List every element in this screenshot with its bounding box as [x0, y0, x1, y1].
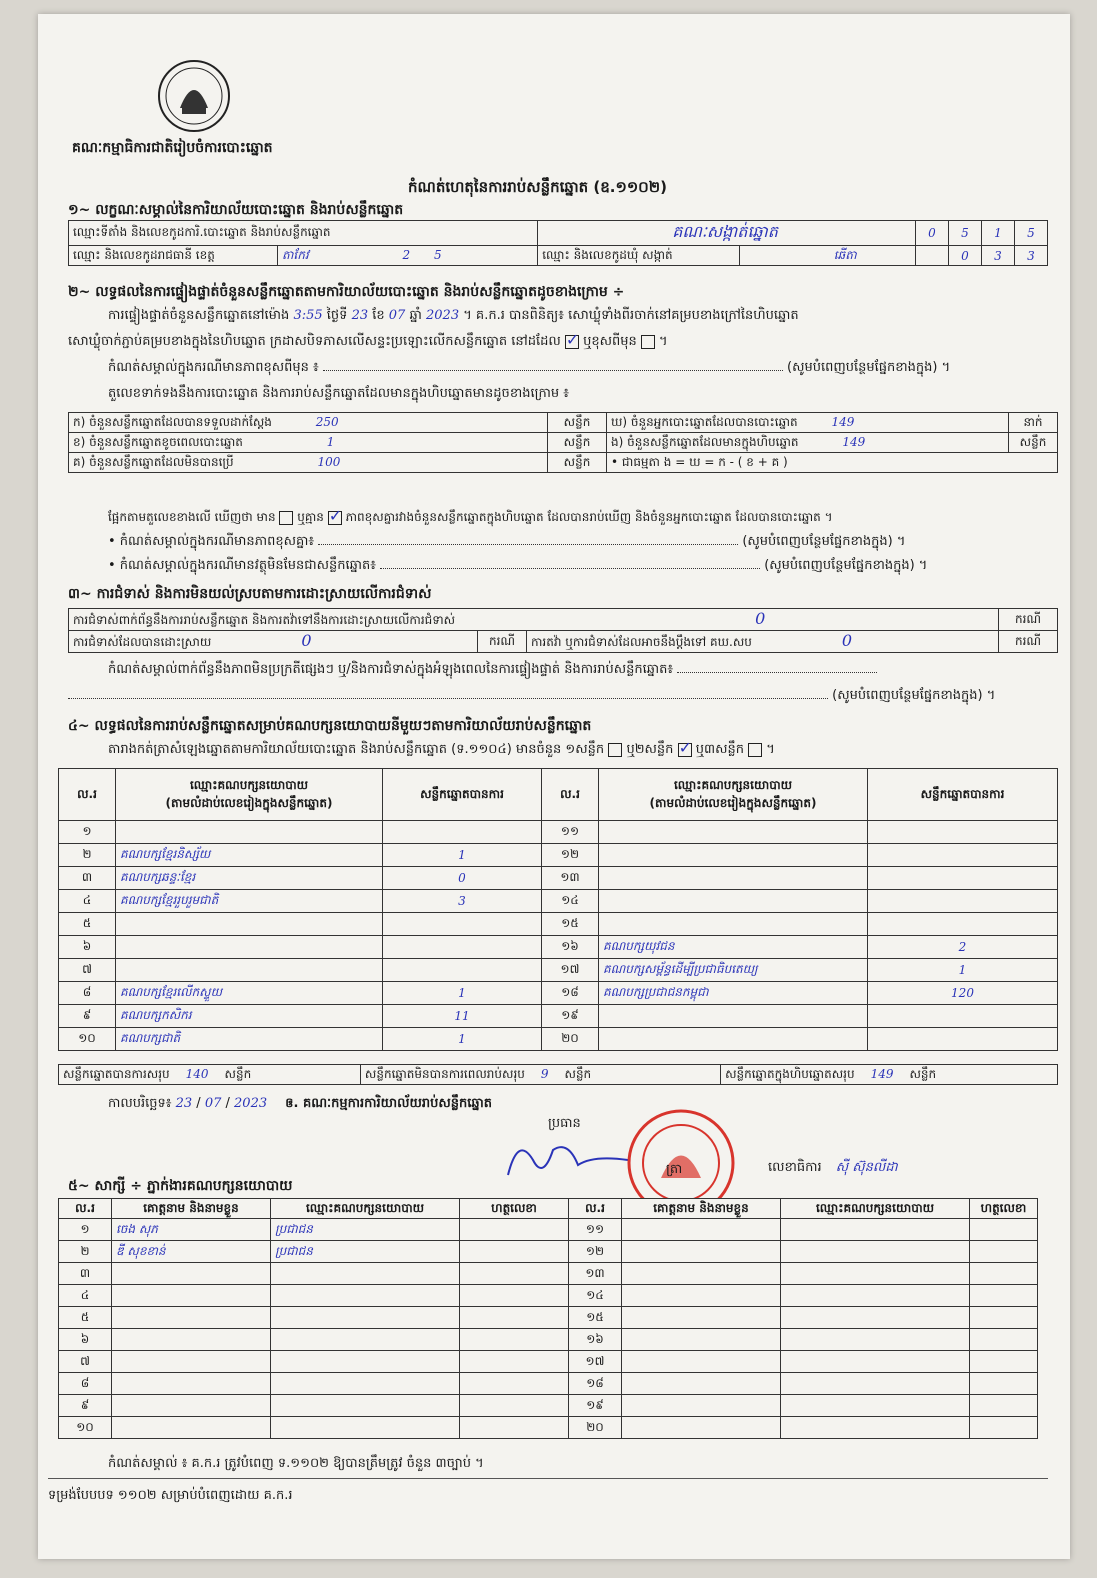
- witness-party: [781, 1329, 970, 1351]
- witness-row: [59, 1241, 1038, 1263]
- party-name: គណបក្សកសិករ: [116, 1005, 383, 1028]
- secretary-signature: ស៊ី ស៊ុនលីដា: [835, 1160, 898, 1175]
- party-name: [599, 913, 868, 936]
- witness-table: [58, 1198, 1038, 1439]
- results-row: [59, 867, 1058, 890]
- row-no: ៩: [59, 1395, 112, 1417]
- station-code-1: 0: [916, 221, 949, 246]
- party-name: គណបក្សជាតិ: [116, 1028, 383, 1051]
- appeal-value: 0: [841, 631, 853, 650]
- total-invalid-label: សន្លឹកឆ្នោតមិនបានការពេលរាប់សរុប: [364, 1066, 525, 1081]
- check-time-line: [108, 308, 799, 324]
- w-col-no-left: ល.រ: [59, 1199, 112, 1219]
- figures-intro: តួលេខទាក់ទងនឹងការបោះឆ្នោត និងការរាប់សន្លឹកឆ្នោតដែលមានក្នុងហិបឆ្នោតមានដូចខាងក្រោម ៖: [108, 386, 569, 401]
- row-no: ២: [59, 844, 116, 867]
- party-name: [599, 1005, 868, 1028]
- row-no: ១៣: [542, 867, 599, 890]
- witness-signature: [970, 1395, 1038, 1417]
- commune-value: ឆើតា: [833, 247, 857, 262]
- witness-signature: [460, 1219, 569, 1241]
- section-2-heading: ២~ លទ្ធផលនៃការផ្ទៀងផ្ទាត់ចំនួនសន្លឹកឆ្នោតតាមការិយាល័យបោះឆ្នោត និងរាប់សន្លឹកឆ្នោតដូចខាងក្រោម ÷: [68, 284, 625, 300]
- secretary-line: [768, 1160, 898, 1176]
- row-no: ១១: [569, 1219, 622, 1241]
- witness-party: [781, 1241, 970, 1263]
- station-code-3: 1: [982, 221, 1015, 246]
- witness-party: [781, 1351, 970, 1373]
- witness-signature: [460, 1329, 569, 1351]
- witness-party: [271, 1285, 460, 1307]
- row-no: ៣: [59, 867, 116, 890]
- party-name: គណបក្សសម្ព័ន្ធដើម្បីប្រជាធិបតេយ្យ: [599, 959, 868, 982]
- unchanged-checkbox[interactable]: [565, 335, 579, 349]
- province-value: តាកែវ: [282, 247, 309, 262]
- witness-party: ប្រជាជន: [271, 1241, 460, 1263]
- changed-label: ឬខុសពីមុន: [583, 334, 637, 349]
- witness-name: [622, 1373, 781, 1395]
- witness-signature: [970, 1263, 1038, 1285]
- party-name: [599, 844, 868, 867]
- row-no: ២០: [542, 1028, 599, 1051]
- unit-case-2: ករណី: [478, 631, 527, 653]
- party-name: គណបក្សខ្មែរលើកស្ទួយ: [116, 982, 383, 1005]
- fill-note-3: (សូមបំពេញបន្ថែមផ្នែកខាងក្នុង) ។: [764, 558, 928, 573]
- party-name: [599, 890, 868, 913]
- date-year: 2023: [234, 1096, 268, 1111]
- row-no: ១០: [59, 1028, 116, 1051]
- nec-emblem-logo: [156, 58, 232, 134]
- row-no: ១៦: [542, 936, 599, 959]
- results-row: [59, 821, 1058, 844]
- row-no: ១៤: [542, 890, 599, 913]
- party-votes: [868, 844, 1058, 867]
- witness-party: [271, 1351, 460, 1373]
- received-value: 250: [315, 414, 339, 429]
- objections-table: [68, 608, 1058, 653]
- two-sheets-label: ឬ២សន្លឹក: [626, 742, 674, 757]
- witness-party: [781, 1285, 970, 1307]
- row-no: ៧: [59, 959, 116, 982]
- party-votes: 11: [383, 1005, 542, 1028]
- witness-name: ចេង សុភ: [112, 1219, 271, 1241]
- witness-signature: [970, 1373, 1038, 1395]
- day-value: 23: [351, 308, 369, 323]
- results-row: [59, 936, 1058, 959]
- witness-row: [59, 1351, 1038, 1373]
- formula: • ជាធម្មតា ង = ឃ = ក - ( ខ + គ ): [607, 453, 1058, 473]
- total-invalid-value: 9: [540, 1066, 549, 1081]
- witness-party: [781, 1395, 970, 1417]
- witness-signature: [460, 1351, 569, 1373]
- org-name: គណៈកម្មាធិការជាតិរៀបចំការបោះឆ្នោត: [72, 140, 273, 156]
- witness-row: [59, 1329, 1038, 1351]
- section-3-heading: ៣~ ការជំទាស់ និងការមិនយល់ស្របតាមការដោះស្រាយលើការជំទាស់: [68, 586, 432, 602]
- w-col-sign-right: ហត្ថលេខា: [970, 1199, 1038, 1219]
- unit-sheet-4: សន្លឹក: [548, 453, 607, 473]
- col-no-right: ល.រ: [542, 769, 599, 821]
- party-name: [599, 867, 868, 890]
- year-value: 2023: [426, 308, 460, 323]
- form-id: ទម្រង់បែបបទ ១១០២ សម្រាប់បំពេញដោយ គ.ក.រ: [48, 1488, 293, 1503]
- chair-signature: [498, 1130, 638, 1190]
- witness-name: [622, 1241, 781, 1263]
- secretary-label: លេខាធិការ: [768, 1160, 822, 1175]
- row-no: ៤: [59, 890, 116, 913]
- witness-name: [622, 1307, 781, 1329]
- row-no: ១: [59, 1219, 112, 1241]
- station-name-value: គណៈសង្កាត់ឆ្នោត: [672, 222, 778, 241]
- footer-divider: [48, 1478, 1048, 1479]
- party-votes: [868, 1028, 1058, 1051]
- total-invalid-unit: សន្លឹក: [564, 1066, 592, 1081]
- no-diff-checkbox[interactable]: [328, 511, 342, 525]
- witness-signature: [460, 1395, 569, 1417]
- witness-party: [781, 1373, 970, 1395]
- results-row: [59, 982, 1058, 1005]
- irregularity-fill: [68, 688, 995, 704]
- date-line: កាលបរិច្ឆេទ៖ 23 / 07 / 2023 ឲ. គណៈកម្មការការិយាល័យរាប់សន្លឹកឆ្នោត: [108, 1096, 492, 1111]
- stamp-label: ត្រា: [666, 1162, 683, 1177]
- unused-label: គ) ចំនួនសន្លឹកឆ្នោតដែលមិនបានប្រើ: [73, 454, 234, 469]
- province-code-1: 2: [402, 247, 411, 262]
- row-no: ៩: [59, 1005, 116, 1028]
- total-box-label: សន្លឹកឆ្នោតក្នុងហិបឆ្នោតសរុប: [725, 1066, 855, 1081]
- party-votes: [383, 936, 542, 959]
- two-sheets-checkbox[interactable]: [678, 743, 692, 757]
- spoiled-value: 1: [326, 434, 335, 449]
- party-votes: [868, 1005, 1058, 1028]
- row-no: ១: [59, 821, 116, 844]
- w-col-party-right: ឈ្មោះគណបក្សនយោបាយ: [781, 1199, 970, 1219]
- commune-code-2: 3: [982, 246, 1015, 266]
- objection-value: 0: [755, 609, 766, 628]
- party-name: គណបក្សឆន្ទៈខ្មែរ: [116, 867, 383, 890]
- witness-party: [271, 1307, 460, 1329]
- unit-sheet-2: សន្លឹក: [548, 433, 607, 453]
- total-valid-label: សន្លឹកឆ្នោតបានការសរុប: [63, 1066, 170, 1081]
- sheet-count-line: តារាងកត់ត្រាសំឡេងឆ្នោតតាមការិយាល័យបោះឆ្នោត និងរាប់សន្លឹកឆ្នោត (ទ.១១០៤) មានចំនួន ១សន្លឹក ឬ២សន្លឹក ✓ ឬ៣សន្លឹក ។: [108, 742, 775, 758]
- witness-row: [59, 1307, 1038, 1329]
- total-valid-value: 140: [185, 1066, 209, 1081]
- row-no: ១៨: [542, 982, 599, 1005]
- year-label: ឆ្នាំ: [409, 308, 422, 323]
- witness-name: [112, 1263, 271, 1285]
- row-no: ១១: [542, 821, 599, 844]
- irregularity-label: កំណត់សម្គាល់ពាក់ព័ន្ធនឹងភាពមិនប្រក្រតីផ្សេងៗ ឬ/និងការជំទាស់ក្នុងអំឡុងពេលនៃការផ្ទៀងផ្ទាត់ និងការរាប់សន្លឹកឆ្នោត៖: [108, 662, 674, 677]
- fill-note-4: (សូមបំពេញបន្ថែមផ្នែកខាងក្នុង) ។: [832, 688, 996, 703]
- footer-note: កំណត់សម្គាល់ ៖ គ.ក.រ ត្រូវបំពេញ ទ.១១០២ ឱ្យបានត្រឹមត្រូវ ចំនួន ៣ច្បាប់ ។: [108, 1456, 484, 1471]
- seal-text: សោឃ្លុំចាក់ភ្ជាប់គម្របខាងក្នុងនៃហិបឆ្នោត ក្រដាសបិទភាសលើសន្ទះប្រឡោះលើកសន្លឹកឆ្នោត នៅដដែល: [68, 334, 561, 349]
- row-no: ១៥: [569, 1307, 622, 1329]
- witness-row: [59, 1417, 1038, 1439]
- row-no: ១៥: [542, 913, 599, 936]
- party-votes: 3: [383, 890, 542, 913]
- voters-label: ឃ) ចំនួនអ្នកបោះឆ្នោតដែលបានបោះឆ្នោត: [611, 414, 798, 429]
- party-name: គណបក្សខ្មែររួបរួមជាតិ: [116, 890, 383, 913]
- row-no: ១៤: [569, 1285, 622, 1307]
- witness-party: [271, 1417, 460, 1439]
- resolved-value: 0: [301, 631, 312, 650]
- party-votes: [383, 821, 542, 844]
- resolved-label: ការជំទាស់ដែលបានដោះស្រាយ: [73, 635, 212, 649]
- objection-label: ការជំទាស់ពាក់ព័ន្ធនឹងការរាប់សន្លឹកឆ្នោត និងការតវ៉ាទៅនឹងការដោះស្រាយលើការជំទាស់: [73, 613, 456, 627]
- results-row: [59, 844, 1058, 867]
- witness-signature: [970, 1307, 1038, 1329]
- witness-name: [622, 1351, 781, 1373]
- row-no: ១៦: [569, 1329, 622, 1351]
- row-no: ៨: [59, 982, 116, 1005]
- w-col-name-left: គោត្តនាម និងនាមខ្លួន: [112, 1199, 271, 1219]
- witness-name: [112, 1285, 271, 1307]
- party-votes: 1: [383, 844, 542, 867]
- party-votes: 1: [383, 1028, 542, 1051]
- check-result-text: ។ គ.ក.រ បានពិនិត្យ៖ សោឃ្លុំទាំងពីរចាក់នៅគម្របខាងក្រៅនៃហិបឆ្នោត: [463, 308, 799, 323]
- seal-line: សោឃ្លុំចាក់ភ្ជាប់គម្របខាងក្នុងនៃហិបឆ្នោត ក្រដាសបិទភាសលើសន្ទះប្រឡោះលើកសន្លឹកឆ្នោត នៅដដែល ✓ ឬខុសពីមុន ។: [68, 334, 668, 350]
- commune-code-3: 3: [1015, 246, 1048, 266]
- spoiled-label: ខ) ចំនួនសន្លឹកឆ្នោតខូចពេលបោះឆ្នោត: [73, 434, 243, 449]
- station-table: [68, 220, 1048, 266]
- witness-row: [59, 1373, 1038, 1395]
- party-name: គណបក្សប្រជាជនកម្ពុជា: [599, 982, 868, 1005]
- row-no: ៦: [59, 1329, 112, 1351]
- party-votes: [868, 913, 1058, 936]
- witness-signature: [460, 1417, 569, 1439]
- col-party-right: ឈ្មោះគណបក្សនយោបាយ: [673, 777, 793, 792]
- w-col-sign-left: ហត្ថលេខា: [460, 1199, 569, 1219]
- w-col-name-right: គោត្តនាម និងនាមខ្លួន: [622, 1199, 781, 1219]
- party-name: [116, 821, 383, 844]
- bullet-object-label: • កំណត់សម្គាល់ក្នុងករណីមានវត្ថុមិនមែនជាសន្លឹកឆ្នោត៖: [108, 558, 376, 573]
- party-votes: 0: [383, 867, 542, 890]
- date-day: 23: [175, 1096, 193, 1111]
- party-name: [116, 936, 383, 959]
- fill-note: (សូមបំពេញបន្ថែមផ្នែកខាងក្នុង) ។: [787, 360, 951, 375]
- results-row: [59, 1005, 1058, 1028]
- voters-value: 149: [831, 414, 855, 429]
- party-votes: 120: [868, 982, 1058, 1005]
- witness-signature: [970, 1285, 1038, 1307]
- bullet-object-line: [108, 558, 927, 574]
- witness-signature: [460, 1285, 569, 1307]
- party-votes: 1: [868, 959, 1058, 982]
- section-5-heading: ៥~ សាក្សី ÷ ភ្នាក់ងារគណបក្សនយោបាយ: [68, 1178, 293, 1194]
- three-sheets-checkbox[interactable]: [748, 743, 762, 757]
- party-name: [599, 1028, 868, 1051]
- month-label: ខែ: [372, 308, 385, 323]
- party-votes: [868, 867, 1058, 890]
- row-no: ៥: [59, 1307, 112, 1329]
- witness-party: [781, 1307, 970, 1329]
- witness-name: [112, 1351, 271, 1373]
- unit-sheet-1: សន្លឹក: [548, 413, 607, 433]
- party-name: [116, 913, 383, 936]
- witness-signature: [970, 1329, 1038, 1351]
- party-name: [116, 959, 383, 982]
- sheet-count-intro: តារាងកត់ត្រាសំឡេងឆ្នោតតាមការិយាល័យបោះឆ្នោត និងរាប់សន្លឹកឆ្នោត (ទ.១១០៤) មានចំនួន ១សន្លឹក: [108, 742, 605, 757]
- results-totals: [58, 1064, 1058, 1085]
- party-votes: [383, 913, 542, 936]
- party-votes: [868, 821, 1058, 844]
- col-party-left: ឈ្មោះគណបក្សនយោបាយ: [189, 777, 309, 792]
- row-no: ១៩: [542, 1005, 599, 1028]
- witness-signature: [970, 1241, 1038, 1263]
- witness-row: [59, 1219, 1038, 1241]
- col-no-left: ល.រ: [59, 769, 116, 821]
- unit-case-3: ករណី: [999, 631, 1058, 653]
- witness-party: [781, 1263, 970, 1285]
- witness-row: [59, 1395, 1038, 1417]
- witness-signature: [460, 1307, 569, 1329]
- three-sheets-label: ឬ៣សន្លឹក: [695, 742, 744, 757]
- committee-label: ឲ. គណៈកម្មការការិយាល័យរាប់សន្លឹកឆ្នោត: [285, 1096, 492, 1111]
- diff-text: ភាពខុសគ្នារវាងចំនួនសន្លឹកឆ្នោតក្នុងហិបឆ្នោត ដែលបានរាប់ឃើញ និងចំនួនអ្នកបោះឆ្នោត ដែលបានបោះឆ្នោត ។: [345, 510, 833, 524]
- party-votes: 1: [383, 982, 542, 1005]
- party-name: គណបក្សយុវជន: [599, 936, 868, 959]
- row-no: ២០: [569, 1417, 622, 1439]
- row-no: ២: [59, 1241, 112, 1263]
- row-no: ១២: [542, 844, 599, 867]
- one-sheet-checkbox[interactable]: [608, 743, 622, 757]
- col-votes-right: សន្លឹកឆ្នោតបានការ: [868, 769, 1058, 821]
- date-label: កាលបរិច្ឆេទ៖: [108, 1096, 172, 1111]
- results-row: [59, 959, 1058, 982]
- w-col-party-left: ឈ្មោះគណបក្សនយោបាយ: [271, 1199, 460, 1219]
- has-diff-label: ផ្អែកតាមតួលេខខាងលើ ឃើញថា មាន: [108, 510, 276, 524]
- results-row: [59, 890, 1058, 913]
- witness-name: [622, 1219, 781, 1241]
- witness-party: [271, 1395, 460, 1417]
- in-box-value: 149: [842, 434, 866, 449]
- witness-party: [271, 1329, 460, 1351]
- received-label: ក) ចំនួនសន្លឹកឆ្នោតដែលបានទទួលដាក់ស្តែង: [73, 414, 272, 429]
- row-no: ១០: [59, 1417, 112, 1439]
- total-box-unit: សន្លឹក: [909, 1066, 937, 1081]
- station-code-4: 5: [1015, 221, 1048, 246]
- diff-note-label: កំណត់សម្គាល់ក្នុងករណីមានភាពខុសពីមុន ៖: [108, 360, 319, 375]
- witness-name: [112, 1395, 271, 1417]
- has-diff-checkbox[interactable]: [279, 511, 293, 525]
- witness-name: [622, 1263, 781, 1285]
- total-box-value: 149: [870, 1066, 894, 1081]
- bullet-diff-label: • កំណត់សម្គាល់ក្នុងករណីមានភាពខុសគ្នា៖: [108, 534, 315, 549]
- row-no: ១២: [569, 1241, 622, 1263]
- witness-signature: [460, 1241, 569, 1263]
- party-votes: 2: [868, 936, 1058, 959]
- row-no: ១៩: [569, 1395, 622, 1417]
- in-box-label: ង) ចំនួនសន្លឹកឆ្នោតដែលមានក្នុងហិបឆ្នោត: [611, 434, 799, 449]
- row-no: ១៨: [569, 1373, 622, 1395]
- row-no: ៤: [59, 1285, 112, 1307]
- month-value: 07: [388, 308, 406, 323]
- witness-name: [112, 1373, 271, 1395]
- difference-line: [108, 510, 833, 525]
- row-no: ១៧: [569, 1351, 622, 1373]
- w-col-no-right: ល.រ: [569, 1199, 622, 1219]
- changed-checkbox[interactable]: [641, 335, 655, 349]
- figures-table: [68, 412, 1058, 473]
- witness-party: [271, 1373, 460, 1395]
- witness-signature: [460, 1263, 569, 1285]
- party-votes: [868, 890, 1058, 913]
- results-row: [59, 913, 1058, 936]
- check-time-value: 3:55: [293, 308, 323, 323]
- unused-value: 100: [317, 454, 341, 469]
- row-no: ៦: [59, 936, 116, 959]
- fill-note-2: (សូមបំពេញបន្ថែមផ្នែកខាងក្នុង) ។: [742, 534, 906, 549]
- row-no: ១៧: [542, 959, 599, 982]
- chair-label: ប្រធាន: [548, 1116, 581, 1131]
- row-no: ៣: [59, 1263, 112, 1285]
- row-no: ១៣: [569, 1263, 622, 1285]
- bullet-diff-line: [108, 534, 905, 550]
- col-party-right-sub: (តាមលំដាប់លេខរៀងក្នុងសន្លឹកឆ្នោត): [649, 795, 817, 810]
- witness-name: [112, 1329, 271, 1351]
- unit-sheet-3: សន្លឹក: [1009, 433, 1058, 453]
- row-no: ៨: [59, 1373, 112, 1395]
- witness-party: [781, 1219, 970, 1241]
- witness-name: [622, 1285, 781, 1307]
- section-1-heading: ១~ លក្ខណៈសម្គាល់នៃការិយាល័យបោះឆ្នោត និងរាប់សន្លឹកឆ្នោត: [68, 202, 404, 218]
- total-valid-unit: សន្លឹក: [224, 1066, 252, 1081]
- station-name-label: ឈ្មោះទីតាំង និងលេខកូដការិ.បោះឆ្នោត និងរាប់សន្លឹកឆ្នោត: [69, 221, 538, 246]
- unit-case-1: ករណី: [999, 609, 1058, 631]
- witness-signature: [460, 1373, 569, 1395]
- unit-person: នាក់: [1009, 413, 1058, 433]
- date-month: 07: [204, 1096, 222, 1111]
- witness-party: [271, 1263, 460, 1285]
- party-name: [599, 821, 868, 844]
- day-label: ថ្ងៃទី: [326, 308, 348, 323]
- province-code-2: 5: [433, 247, 442, 262]
- row-no: ៧: [59, 1351, 112, 1373]
- province-label: ឈ្មោះ និងលេខកូដរាជធានី ខេត្ត: [69, 246, 278, 266]
- witness-name: [112, 1417, 271, 1439]
- row-no: ៥: [59, 913, 116, 936]
- results-table: [58, 768, 1058, 1051]
- witness-name: ឌី សុខខាន់: [112, 1241, 271, 1263]
- witness-row: [59, 1285, 1038, 1307]
- witness-signature: [970, 1351, 1038, 1373]
- party-name: គណបក្សខ្មែរនិស្ស័យ: [116, 844, 383, 867]
- section-4-heading: ៤~ លទ្ធផលនៃការរាប់សន្លឹកឆ្នោតសម្រាប់គណបក្សនយោបាយនីមួយៗតាមការិយាល័យរាប់សន្លឹកឆ្នោត: [68, 718, 592, 734]
- witness-signature: [970, 1219, 1038, 1241]
- party-votes: [383, 959, 542, 982]
- witness-name: [622, 1395, 781, 1417]
- col-votes-left: សន្លឹកឆ្នោតបានការ: [383, 769, 542, 821]
- witness-party: ប្រជាជន: [271, 1219, 460, 1241]
- station-code-2: 5: [949, 221, 982, 246]
- diff-note-line: [108, 360, 950, 376]
- col-party-left-sub: (តាមលំដាប់លេខរៀងក្នុងសន្លឹកឆ្នោត): [165, 795, 333, 810]
- no-diff-label: ឬគ្មាន: [297, 510, 324, 524]
- commune-code-1: 0: [949, 246, 982, 266]
- witness-name: [112, 1307, 271, 1329]
- witness-name: [622, 1329, 781, 1351]
- form-sheet: [38, 14, 1070, 1559]
- check-time-text: ការផ្ទៀងផ្ទាត់ចំនួនសន្លឹកឆ្នោតនៅម៉ោង: [108, 308, 290, 323]
- witness-name: [622, 1417, 781, 1439]
- form-title: កំណត់ហេតុនៃការរាប់សន្លឹកឆ្នោត (ឧ.១១០២): [408, 178, 668, 196]
- commune-label: ឈ្មោះ និងលេខកូដឃុំ សង្កាត់: [538, 246, 740, 266]
- witness-row: [59, 1263, 1038, 1285]
- witness-party: [781, 1417, 970, 1439]
- appeal-label: ការតវ៉ា ឬការជំទាស់ដែលអាចនឹងប្ដឹងទៅ គឃ.សប: [531, 635, 752, 649]
- witness-signature: [970, 1417, 1038, 1439]
- irregularity-note: [108, 662, 877, 678]
- results-row: [59, 1028, 1058, 1051]
